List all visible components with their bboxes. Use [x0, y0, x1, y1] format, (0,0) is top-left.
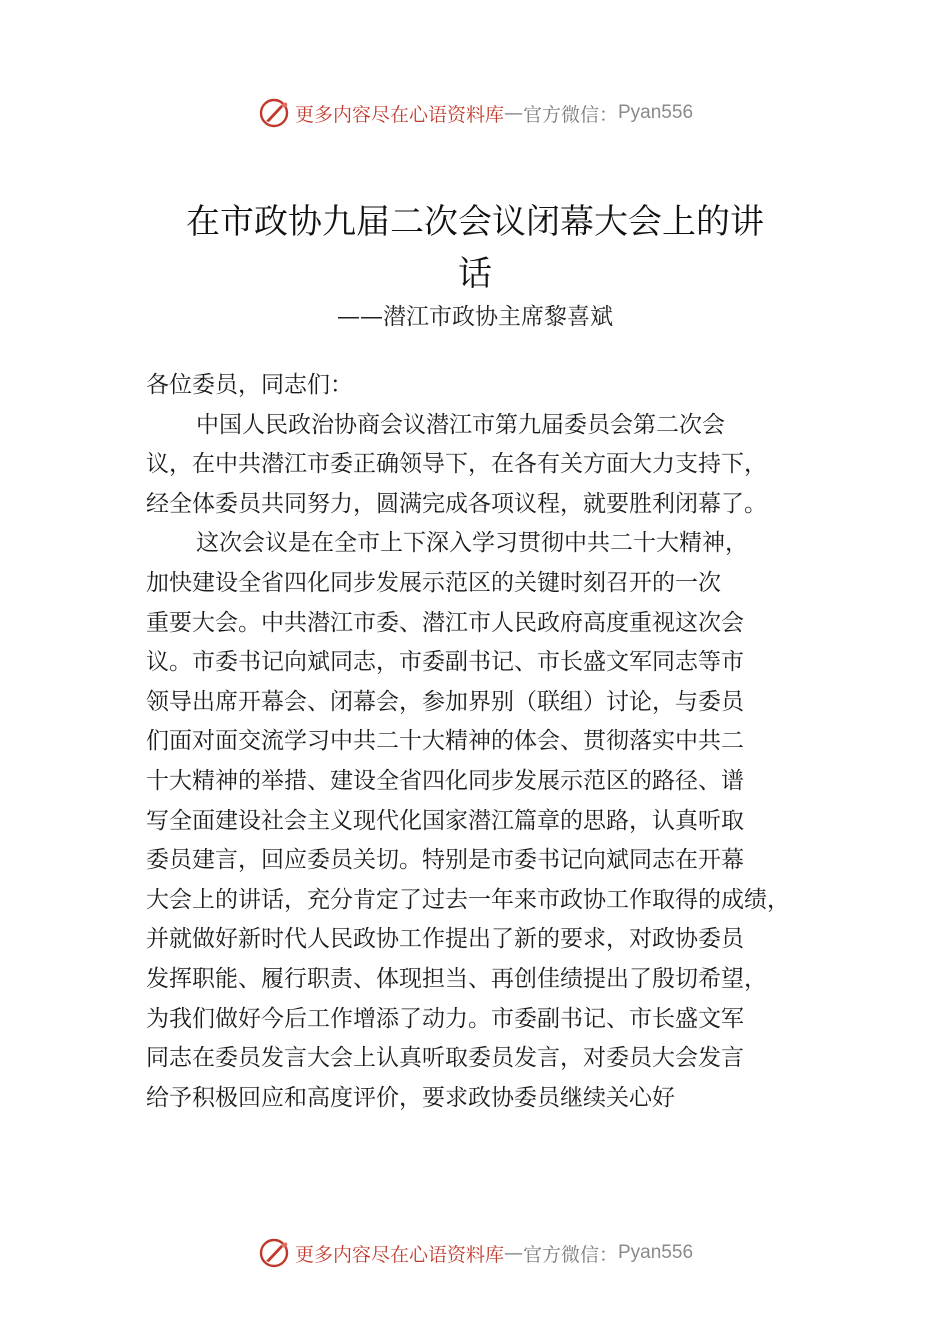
body-line: 重要大会。中共潜江市委、潜江市人民政府高度重视这次会 — [146, 609, 744, 636]
banner-dash: — — [503, 102, 523, 124]
body-line: 加快建设全省四化同步发展示范区的关键时刻召开的一次 — [146, 569, 721, 596]
body-line: 为我们做好今后工作增添了动力。市委副书记、市长盛文军 — [146, 1005, 744, 1032]
body-line: 十大精神的举措、建设全省四化同步发展示范区的路径、谱 — [146, 767, 744, 794]
body-line: 议。市委书记向斌同志，市委副书记、市长盛文军同志等市 — [146, 649, 744, 676]
body-line: 领导出席开幕会、闭幕会，参加界别（联组）讨论，与委员 — [146, 688, 744, 715]
body-line: 发挥职能、履行职责、体现担当、再创佳绩提出了殷切希望， — [146, 965, 767, 992]
quill-logo-icon — [257, 96, 291, 130]
title-line: 在市政协九届二次会议闭幕大会上的讲 — [186, 202, 764, 242]
document-subtitle: ——潜江市政协主席黎喜斌 — [337, 304, 613, 330]
header-banner — [0, 96, 950, 130]
document-title — [100, 196, 850, 300]
body-line: 这次会议是在全市上下深入学习贯彻中共二十大精神， — [196, 530, 748, 557]
body-line: 大会上的讲话，充分肯定了过去一年来市政协工作取得的成绩， — [146, 886, 790, 913]
banner-label: 官方微信： — [522, 1243, 618, 1266]
banner-label: 官方微信： — [522, 103, 618, 126]
banner-wechat-id: Pyan556 — [618, 1242, 694, 1263]
body-line: 给予积极回应和高度评价，要求政协委员继续关心好 — [146, 1084, 675, 1111]
title-line: 话 — [458, 254, 492, 294]
banner-site: 更多内容尽在心语资料库 — [294, 1243, 504, 1266]
document-body — [146, 366, 846, 1118]
body-line: 经全体委员共同努力，圆满完成各项议程，就要胜利闭幕了。 — [146, 490, 767, 517]
body-line: 并就做好新时代人民政协工作提出了新的要求，对政协委员 — [146, 926, 744, 953]
body-line: 中国人民政治协商会议潜江市第九届委员会第二次会 — [196, 411, 725, 438]
body-line: 议，在中共潜江市委正确领导下，在各有关方面大力支持下， — [146, 451, 767, 478]
body-line: 写全面建设社会主义现代化国家潜江篇章的思路，认真听取 — [146, 807, 744, 834]
body-line: 委员建言，回应委员关切。特别是市委书记向斌同志在开幕 — [146, 847, 744, 874]
quill-logo-icon — [257, 1236, 291, 1270]
banner-wechat-id: Pyan556 — [618, 102, 694, 123]
footer-banner — [0, 1236, 950, 1270]
body-line: 们面对面交流学习中共二十大精神的体会、贯彻落实中共二 — [146, 728, 744, 755]
body-line: 同志在委员发言大会上认真听取委员发言，对委员大会发言 — [146, 1045, 744, 1072]
banner-dash: — — [503, 1242, 523, 1264]
body-line: 各位委员，同志们： — [146, 372, 353, 398]
banner-site: 更多内容尽在心语资料库 — [294, 103, 504, 126]
